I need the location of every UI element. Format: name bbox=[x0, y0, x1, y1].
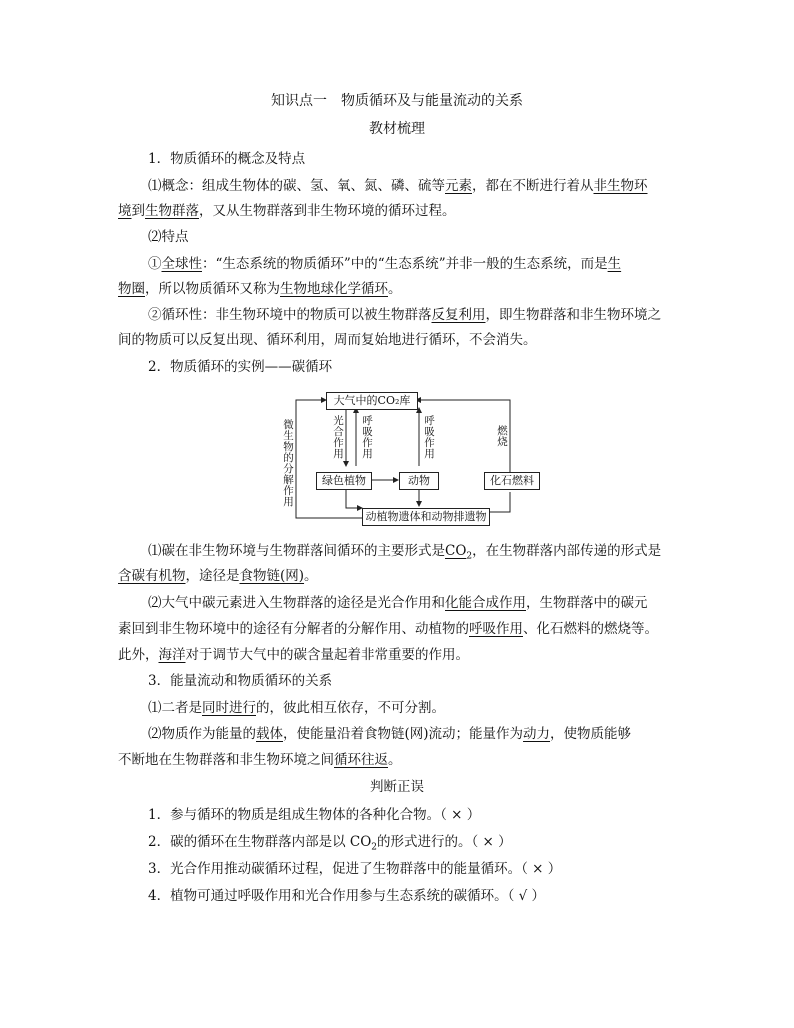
microbe-decomposition-arrow bbox=[296, 400, 362, 518]
paragraph-text: 素回到非生物环境中的途径有分解者的分解作用、动植物的 bbox=[118, 621, 469, 637]
paragraph-text: 此外， bbox=[118, 647, 159, 663]
answer-carrier: 载体 bbox=[256, 726, 283, 742]
carbon-cycle-diagram bbox=[280, 388, 534, 524]
carbon-path-line-3 bbox=[118, 646, 469, 664]
concept-text: ，又从生物群落到非生物环境的循环过程。 bbox=[199, 203, 456, 219]
answer-chemosynthesis: 化能合成作用 bbox=[445, 595, 526, 611]
remains-box: 动植物遗体和动物排遗物 bbox=[362, 508, 490, 526]
relation-line-2 bbox=[148, 725, 631, 743]
answer-abiotic-environment-cont: 境 bbox=[118, 203, 132, 219]
answer-biotic-community: 生物群落 bbox=[145, 203, 199, 219]
feature-2-line-2: 间的物质可以反复出现、循环利用，周而复始地进行循环，不会消失。 bbox=[118, 332, 537, 348]
answer-organic-carbon: 含碳有机物 bbox=[118, 568, 186, 584]
answer-co2 bbox=[445, 543, 473, 562]
feature-text: ：“生态系统的物质循环”中的“生态系统”并非一般的生态系统，而是 bbox=[202, 256, 608, 272]
judge-heading: 判断正误 bbox=[370, 779, 424, 795]
concept-text: 到 bbox=[131, 203, 145, 219]
co2-subscript: 2 bbox=[371, 842, 378, 853]
plant-remains-arrow bbox=[346, 488, 362, 508]
green-plants-box: 绿色植物 bbox=[316, 472, 372, 490]
judge-statement: 1．参与循环的物质是组成生物体的各种化合物。 bbox=[148, 807, 441, 823]
concept-line-1 bbox=[148, 177, 648, 195]
judge-mark: （ × ） bbox=[521, 861, 562, 877]
feature-text: ，所以物质循环又称为 bbox=[145, 281, 280, 297]
feature-text: 。 bbox=[388, 281, 402, 297]
feature-text: ，即生物群落和非生物环境之 bbox=[485, 307, 661, 323]
features-label: ⑵特点 bbox=[148, 229, 189, 245]
paragraph-text: 对于调节大气中的碳含量起着非常重要的作用。 bbox=[185, 647, 469, 663]
answer-power: 动力 bbox=[523, 726, 551, 742]
answer-biogeochemical-cycle: 生物地球化学循环 bbox=[280, 281, 388, 297]
answer-food-chain: 食物链(网) bbox=[239, 568, 305, 584]
section-subtitle: 教材梳理 bbox=[369, 121, 425, 137]
judge-statement: 3．光合作用推动碳循环过程，促进了生物群落中的能量循环。 bbox=[148, 861, 522, 877]
answer-element: 元素 bbox=[445, 178, 472, 194]
judge-mark: （ × ） bbox=[471, 834, 512, 850]
paragraph-text: ，在生物群落内部传递的形式是 bbox=[472, 543, 662, 559]
feature-1-line-2 bbox=[118, 280, 402, 298]
paragraph-text: ，使物质能够 bbox=[550, 726, 632, 742]
carbon-form-line-1 bbox=[148, 542, 661, 560]
answer-simultaneous: 同时进行 bbox=[202, 700, 256, 716]
page-title: 知识点一 物质循环及与能量流动的关系 bbox=[271, 93, 523, 109]
plant-respiration-label: 呼吸作用 bbox=[362, 415, 373, 460]
co2-text: CO bbox=[445, 543, 467, 559]
animal-respiration-label: 呼吸作用 bbox=[424, 415, 435, 460]
answer-respiration: 呼吸作用 bbox=[469, 621, 523, 637]
answer-cycling: 循环往返 bbox=[334, 752, 388, 768]
fossil-fuels-box: 化石燃料 bbox=[484, 472, 540, 490]
answer-abiotic-environment: 非生物环 bbox=[593, 178, 648, 194]
photosynthesis-label: 光合作用 bbox=[333, 415, 344, 460]
section-2-heading: 2．物质循环的实例——碳循环 bbox=[148, 359, 333, 375]
judge-item-3 bbox=[148, 860, 561, 878]
answer-ocean: 海洋 bbox=[158, 647, 186, 663]
answer-reuse: 反复利用 bbox=[431, 307, 486, 323]
paragraph-text: ⑵大气中碳元素进入生物群落的途径是光合作用和 bbox=[148, 595, 445, 611]
carbon-path-line-2 bbox=[118, 620, 658, 638]
answer-global: 全球性 bbox=[161, 256, 202, 272]
carbon-path-line-1 bbox=[148, 594, 648, 612]
paragraph-text: 、化石燃料的燃烧等。 bbox=[523, 621, 658, 637]
judge-statement: 2．碳的循环在生物群落内部是以 CO bbox=[148, 834, 372, 850]
section-3-heading: 3．能量流动和物质循环的关系 bbox=[148, 673, 333, 689]
judge-mark: （ × ） bbox=[440, 807, 481, 823]
section-1-heading: 1．物质循环的概念及特点 bbox=[148, 151, 306, 167]
paragraph-text: ⑴二者是 bbox=[148, 700, 202, 716]
feature-2-line-1 bbox=[148, 306, 661, 324]
paragraph-text: ，生物群落中的碳元 bbox=[526, 595, 648, 611]
judge-statement: 4．植物可通过呼吸作用和光合作用参与生态系统的碳循环。 bbox=[148, 888, 508, 904]
concept-text: ⑴概念：组成生物体的碳、氢、氧、氮、磷、硫等 bbox=[148, 178, 445, 194]
paragraph-text: 的，彼此相互依存，不可分割。 bbox=[256, 700, 445, 716]
carbon-form-line-2 bbox=[118, 567, 318, 585]
remains-fossil-line bbox=[490, 492, 510, 512]
paragraph-text: ⑴碳在非生物环境与生物群落间循环的主要形式是 bbox=[148, 543, 445, 559]
answer-biosphere: 生 bbox=[607, 256, 622, 272]
relation-line-1 bbox=[148, 699, 445, 717]
animals-box: 动物 bbox=[399, 472, 439, 490]
feature-text: ②循环性：非生物环境中的物质可以被生物群落 bbox=[148, 307, 432, 323]
judge-item-2 bbox=[148, 833, 512, 851]
judge-item-4 bbox=[148, 887, 545, 905]
paragraph-text: 不断地在生物群落和非生物环境之间 bbox=[118, 752, 334, 768]
co2-subscript: 2 bbox=[466, 551, 473, 562]
atmosphere-co2-box: 大气中的CO₂库 bbox=[326, 392, 418, 410]
answer-biosphere-cont: 物圈 bbox=[118, 281, 145, 297]
judge-statement: 的形式进行的。 bbox=[377, 834, 472, 850]
concept-line-2 bbox=[118, 202, 456, 220]
paragraph-text: 。 bbox=[388, 752, 402, 768]
paragraph-text: 。 bbox=[304, 568, 318, 584]
combustion-label: 燃烧 bbox=[497, 425, 508, 448]
paragraph-text: ，途径是 bbox=[185, 568, 240, 584]
relation-line-3 bbox=[118, 751, 402, 769]
judge-item-1 bbox=[148, 806, 480, 824]
paragraph-text: ⑵物质作为能量的 bbox=[148, 726, 256, 742]
concept-text: ，都在不断进行着从 bbox=[472, 178, 594, 194]
paragraph-text: ，使能量沿着食物链(网)流动；能量作为 bbox=[283, 726, 524, 742]
judge-mark: （ √ ） bbox=[507, 888, 546, 904]
microbe-decomposition-label: 微生物的分解作用 bbox=[283, 419, 294, 508]
feature-text: ① bbox=[148, 256, 162, 272]
feature-1-line-1 bbox=[148, 255, 621, 273]
